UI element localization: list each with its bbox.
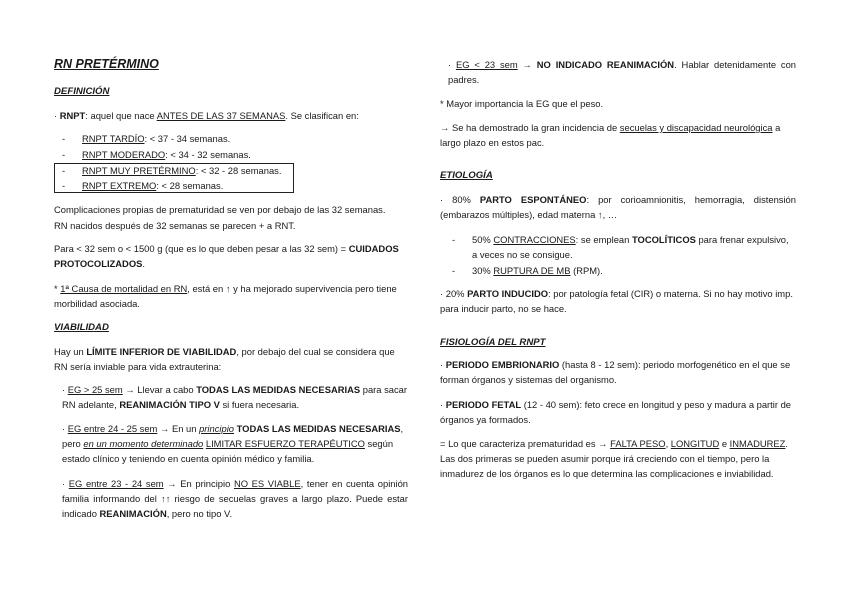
viabilidad-heading: VIABILIDAD [54,322,109,333]
periodo-embrionario: · PERIODO EMBRIONARIO (hasta 8 - 12 sem): periodo morfogenético en el que se forman órganos y sistemas del organismo. [440,359,791,385]
parto-inducido: · 20% PARTO INDUCIDO: por patología fetal (CIR) o materna. Si no hay motivo imp. para inducir parto, no se hace. [440,288,793,314]
highlight-box [54,163,294,193]
complicaciones-line-2: RN nacidos después de 32 semanas se parecen + a RNT. [54,220,296,231]
mayor-importancia-note: * Mayor importancia la EG que el peso. [440,98,604,109]
mortalidad-note: * 1ª Causa de mortalidad en RN, está en ↑ y ha mejorado supervivencia pero tiene morbilidad asociada. [54,283,397,309]
periodo-fetal: · PERIODO FETAL (12 - 40 sem): feto crece en longitud y peso y madura a partir de órganos ya formados. [440,399,792,425]
page-title: RN PRETÉRMINO [54,57,159,71]
etiologia-heading: ETIOLOGÍA [440,170,493,181]
eg-23-paragraph: · EG < 23 sem → NO INDICADO REANIMACIÓN. Hablar detenidamente con padres. [448,59,797,85]
parto-espontaneo: · 80% PARTO ESPONTÁNEO: por corioamnionitis, hemorragia, distensión (embarazos múltiples), edad materna ↑, … [440,194,796,220]
viabilidad-eg-23-24: · EG entre 23 - 24 sem → En principio NO ES VIABLE, tener en cuenta opinión familia informando del ↑↑ riesgo de secuelas graves a largo plazo. Puede estar indicado REANIMACIÓN, pero no tipo V. [62,478,408,519]
conclusion-paragraph: = Lo que caracteriza prematuridad es → FALTA PESO, LONGITUD e INMADUREZ. Las dos primeras se pueden asumir porque irá creciendo con el tiempo, pero la inmadurez de los órganos es lo que determina las complicaciones e inviabilidad. [440,438,789,479]
viabilidad-eg-24-25: · EG entre 24 - 25 sem → En un principio TODAS LAS MEDIDAS NECESARIAS, pero en un momento determinado LIMITAR ESFUERZO TERAPÉUTICO según estado clínico y teniendo en cuenta opinión médico y familia. [62,423,404,464]
secuelas-note: → Se ha demostrado la gran incidencia de secuelas y discapacidad neurológica a largo plazo en estos pac. [440,122,781,148]
fisiologia-heading: FISIOLOGÍA DEL RNPT [440,337,546,348]
viabilidad-intro: Hay un LÍMITE INFERIOR DE VIABILIDAD, por debajo del cual se considera que RN sería inviable para vida extrauterina: [54,346,395,372]
viabilidad-eg-25: · EG > 25 sem → Llevar a cabo TODAS LAS MEDIDAS NECESARIAS para sacar RN adelante, REANIMACIÓN TIPO V si fuera necesaria. [62,384,408,410]
definicion-heading: DEFINICIÓN [54,86,110,97]
cuidados-paragraph: Para < 32 sem o < 1500 g (que es lo que deben pesar a las 32 sem) = CUIDADOS PROTOCOLIZADOS. [54,243,399,269]
rnpt-definition: · RNPT: aquel que nace ANTES DE LAS 37 SEMANAS. Se clasifican en: [54,110,359,121]
complicaciones-line-1: Complicaciones propias de prematuridad se ven por debajo de las 32 semanas. [54,204,386,215]
